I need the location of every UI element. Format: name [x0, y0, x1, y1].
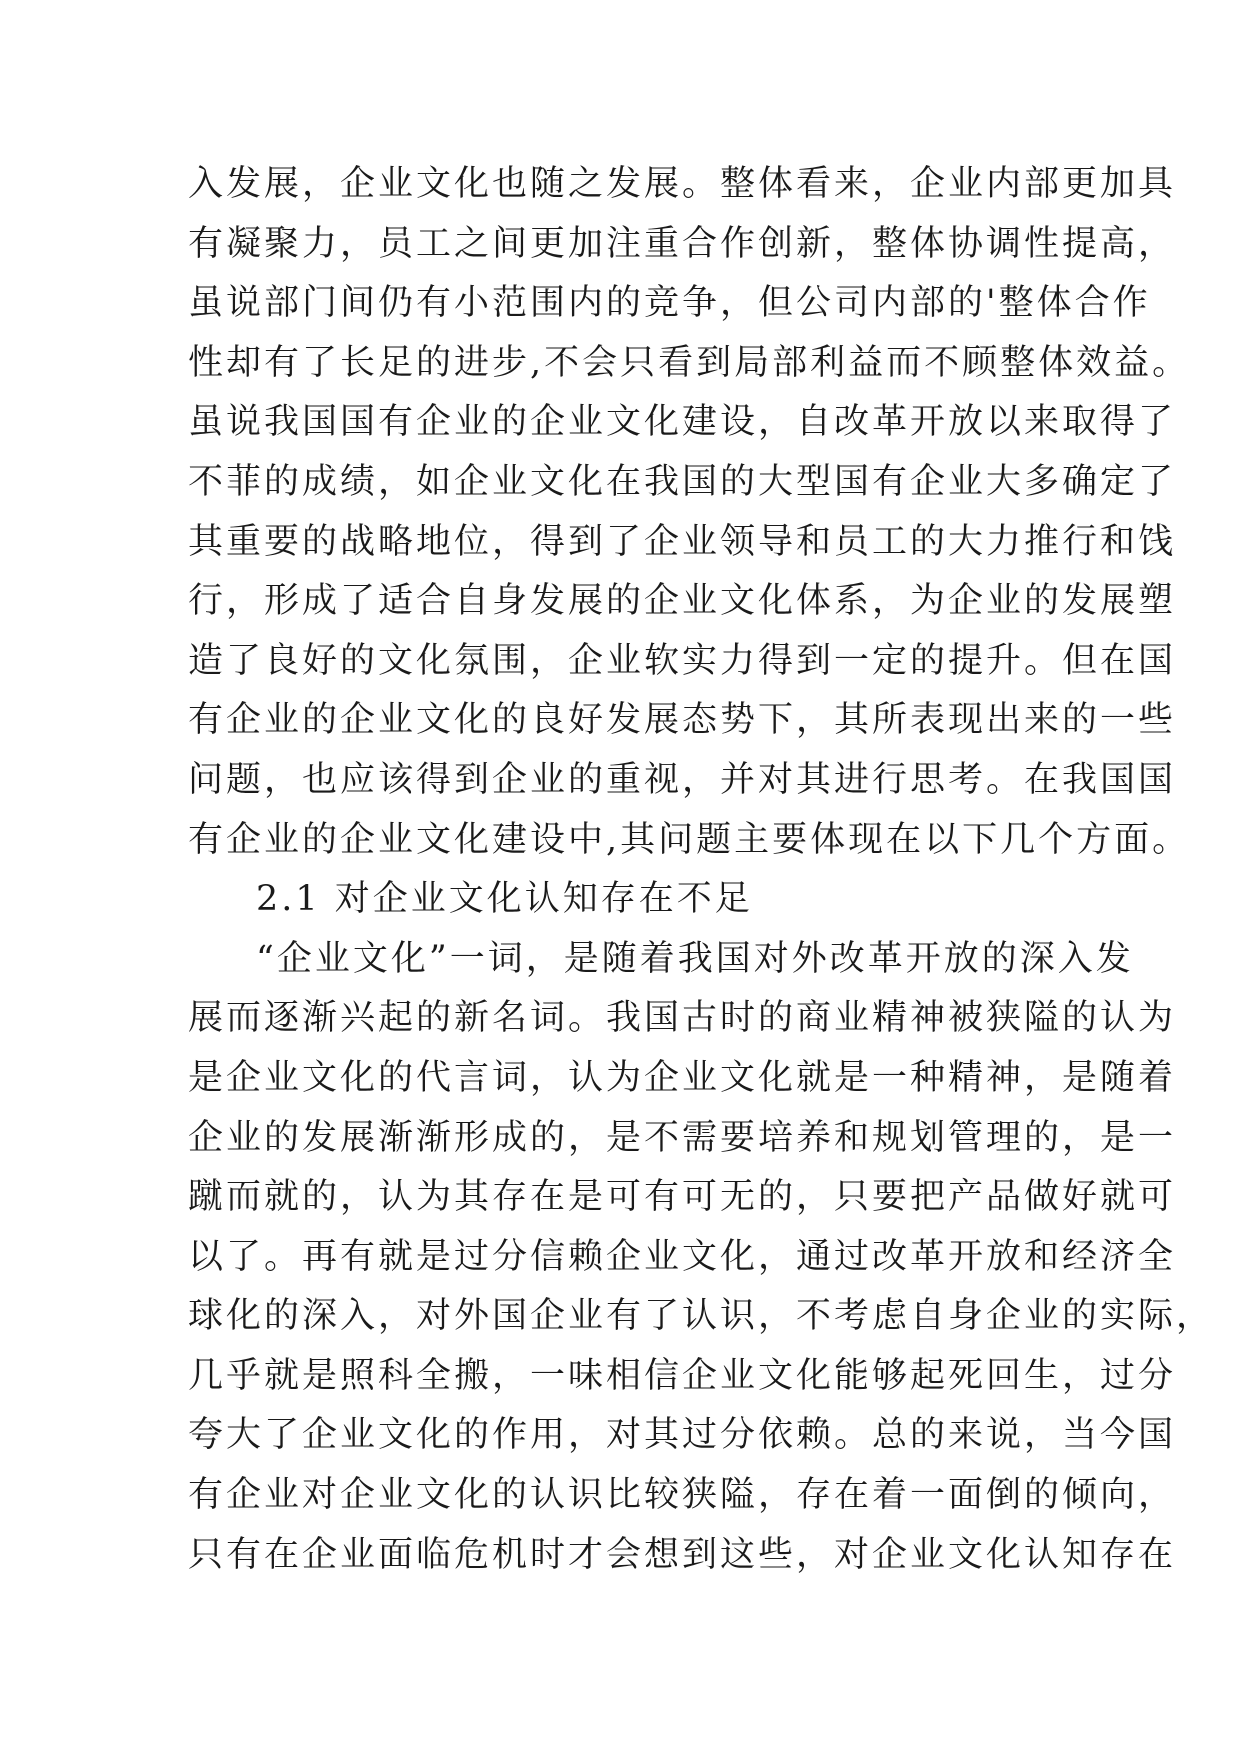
text-line: 是企业文化的代言词，认为企业文化就是一种精神，是随着: [188, 1057, 1177, 1098]
section-heading: 2.1 对企业文化认知存在不足: [256, 879, 753, 920]
text-line: 有凝聚力，员工之间更加注重合作创新，整体协调性提高，: [188, 223, 1177, 264]
text-line: 虽说部门间仍有小范围内的竞争，但公司内部的'整体合作: [188, 283, 1151, 324]
text-line: 造了良好的文化氛围，企业软实力得到一定的提升。但在国: [188, 640, 1177, 681]
text-line: 有企业的企业文化的良好发展态势下，其所表现出来的一些: [188, 700, 1177, 741]
text-line: 几乎就是照科全搬，一味相信企业文化能够起死回生，过分: [188, 1355, 1177, 1396]
text-line: 蹴而就的，认为其存在是可有可无的，只要把产品做好就可: [188, 1177, 1177, 1218]
text-line: 展而逐渐兴起的新名词。我国古时的商业精神被狭隘的认为: [188, 998, 1177, 1039]
text-line: 性却有了长足的进步,不会只看到局部利益而不顾整体效益。: [188, 342, 1191, 383]
text-line: 入发展，企业文化也随之发展。整体看来，企业内部更加具: [188, 164, 1177, 204]
text-line: 不菲的成绩，如企业文化在我国的大型国有企业大多确定了: [188, 461, 1177, 502]
text-line: 其重要的战略地位，得到了企业领导和员工的大力推行和饯: [188, 521, 1177, 562]
text-line: 有企业对企业文化的认识比较狭隘，存在着一面倒的倾向，: [188, 1475, 1177, 1516]
text-line: 以了。再有就是过分信赖企业文化，通过改革开放和经济全: [188, 1236, 1177, 1277]
text-line: 行，形成了适合自身发展的企业文化体系，为企业的发展塑: [188, 581, 1177, 622]
text-line: 企业的发展渐渐形成的，是不需要培养和规划管理的，是一: [188, 1117, 1177, 1158]
text-line: 夸大了企业文化的作用，对其过分依赖。总的来说，当今国: [188, 1415, 1177, 1456]
text-line: 只有在企业面临危机时才会想到这些，对企业文化认知存在: [188, 1534, 1177, 1575]
body-text: [188, 155, 1215, 1585]
text-line: 有企业的企业文化建设中,其问题主要体现在以下几个方面。: [188, 819, 1191, 860]
text-line: “企业文化”一词，是随着我国对外改革开放的深入发: [256, 938, 1134, 979]
text-line: 虽说我国国有企业的企业文化建设，自改革开放以来取得了: [188, 402, 1177, 443]
text-line: 球化的深入，对外国企业有了认识，不考虑自身企业的实际，: [188, 1296, 1215, 1337]
text-line: 问题，也应该得到企业的重视，并对其进行思考。在我国国: [188, 759, 1177, 800]
